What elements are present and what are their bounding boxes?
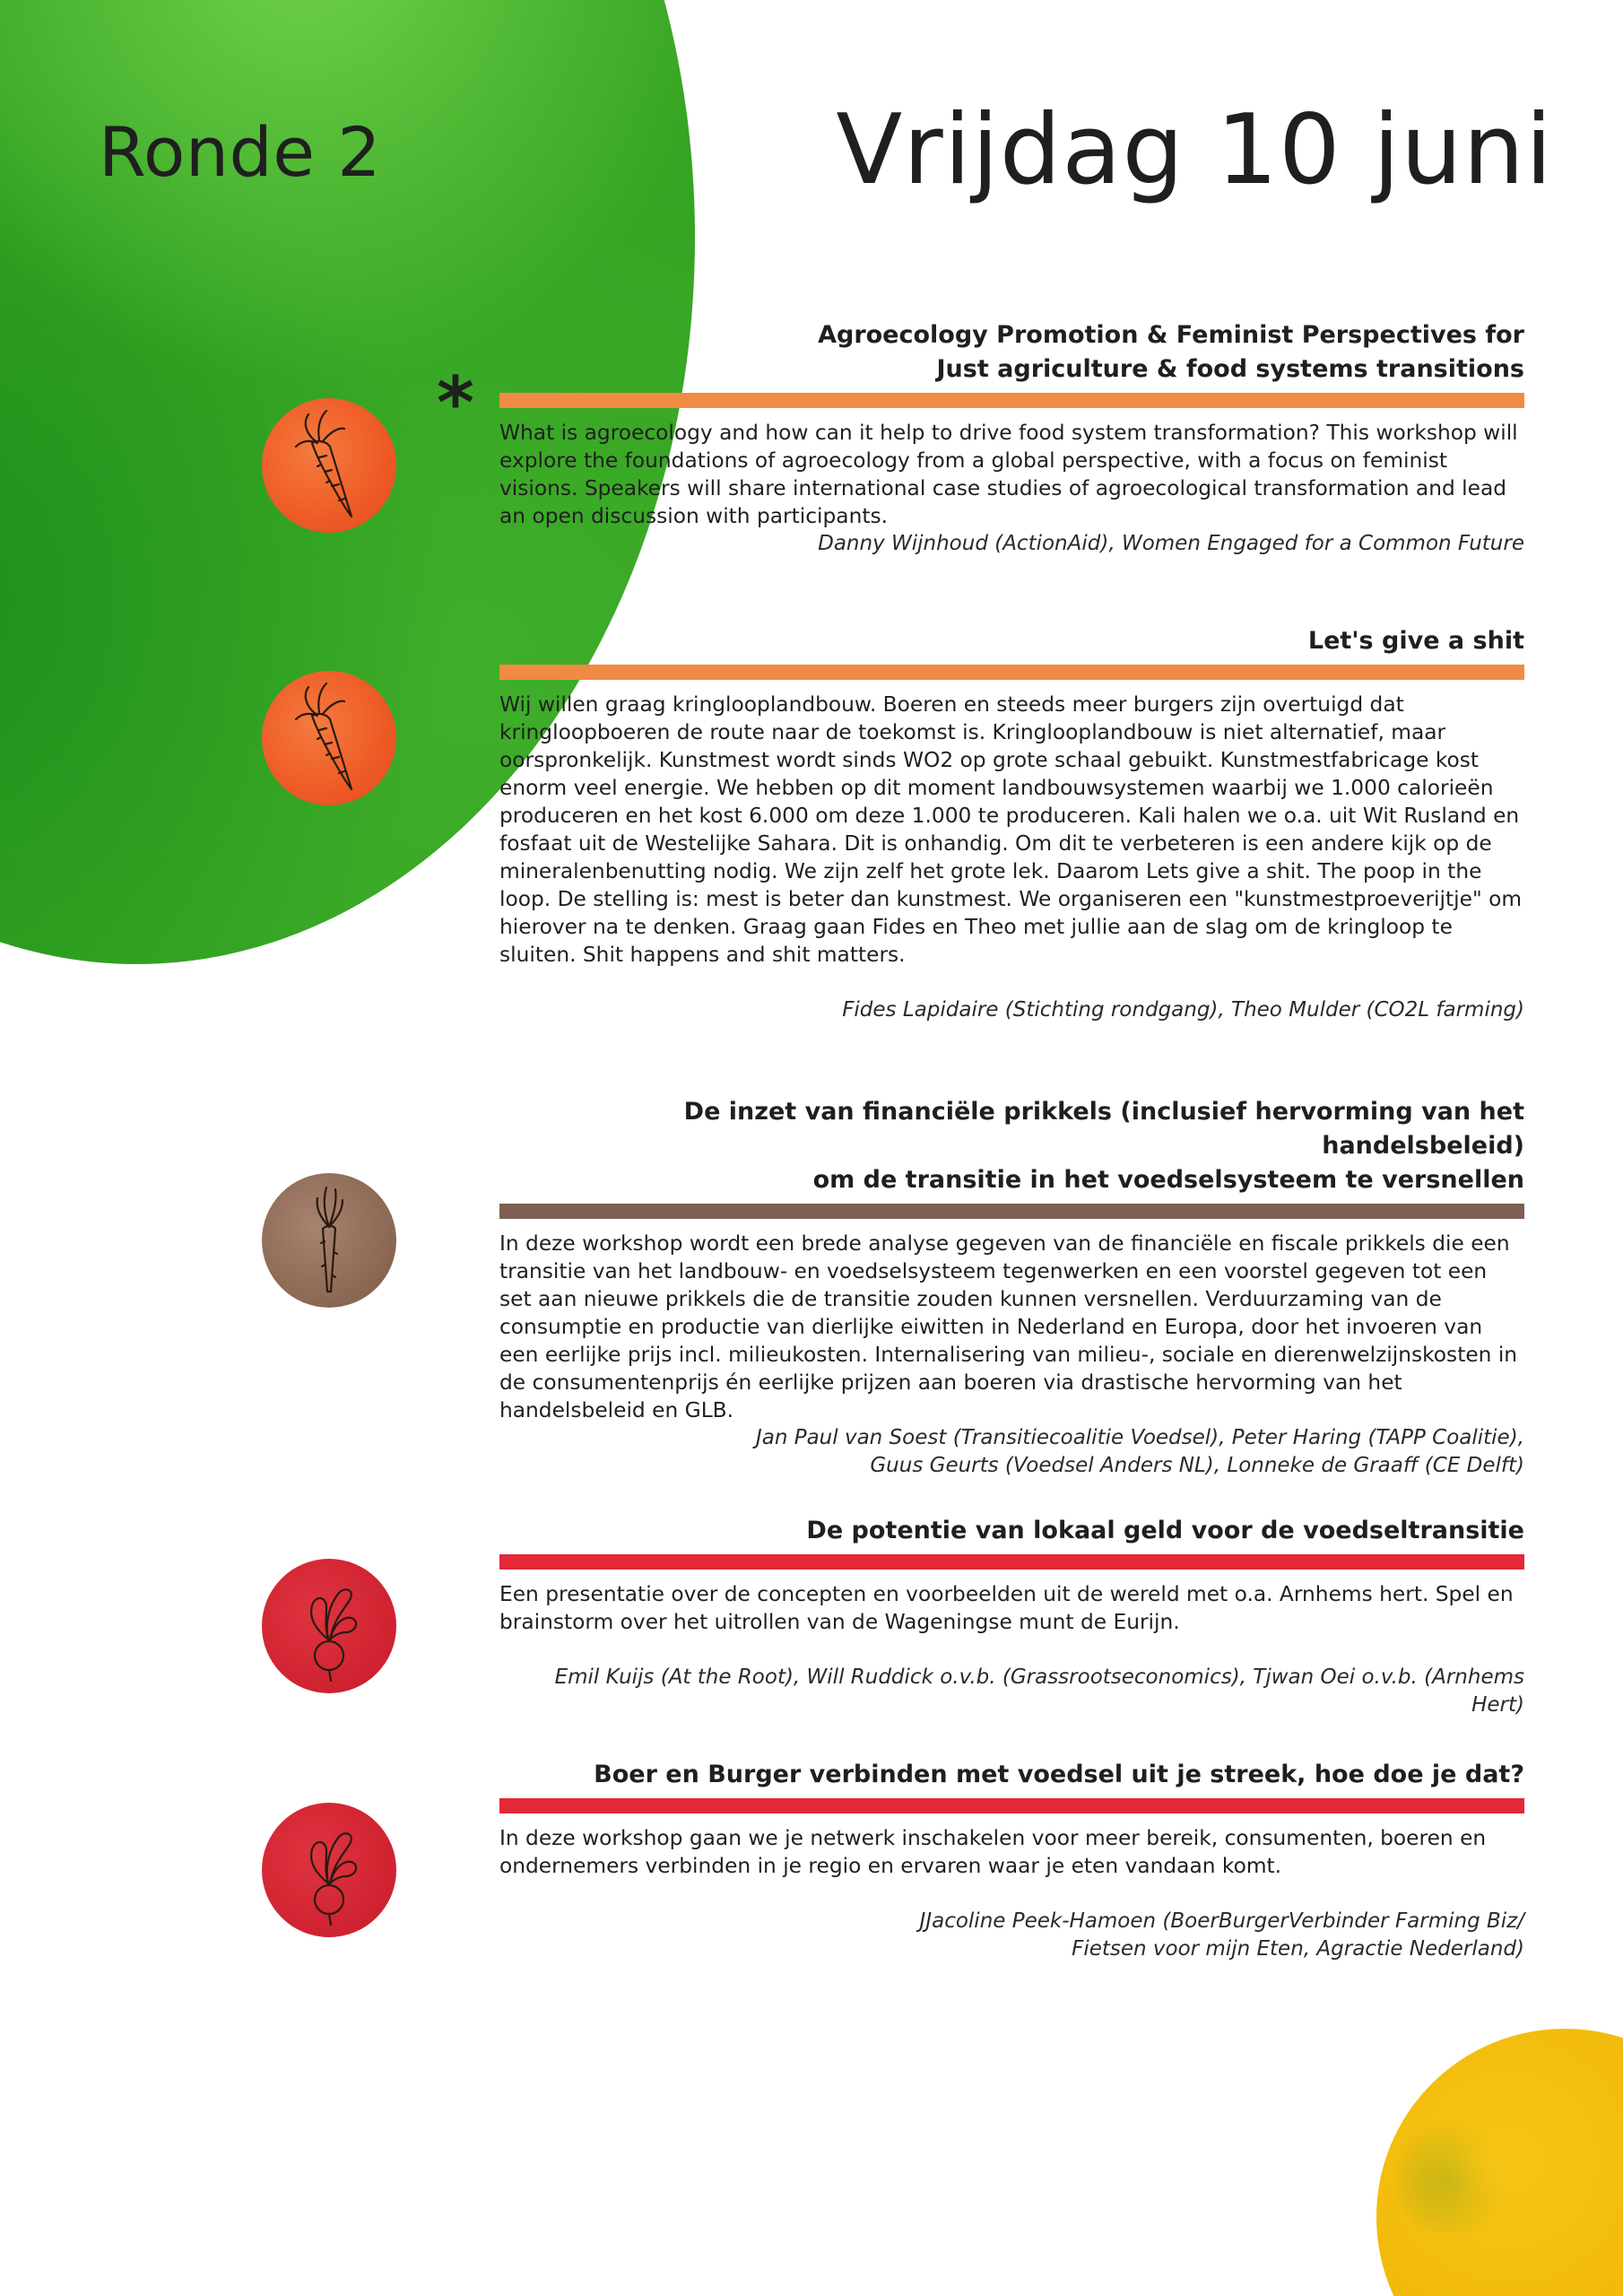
red-divider-bar <box>499 1554 1524 1570</box>
orange-divider-bar <box>499 665 1524 680</box>
carrot-icon <box>262 671 396 805</box>
workshop-speakers: Emil Kuijs (At the Root), Will Ruddick o.v.b. (Grassrootseconomics), Tjwan Oei o.v.b. (Arnhems Hert) <box>554 1665 1524 1717</box>
beetroot-icon <box>262 1803 396 1937</box>
workshop-title: Let's give a shit <box>1307 627 1524 655</box>
beetroot-icon <box>262 1559 396 1693</box>
carrot-icon <box>262 398 396 533</box>
workshop-title: Agroecology Promotion & Feminist Perspectives for Just agriculture & food systems transitions <box>818 321 1524 383</box>
page-title-date: Vrijdag 10 juni <box>836 94 1553 206</box>
yellow-decorative-circle <box>1376 2029 1623 2296</box>
round-label: Ronde 2 <box>99 112 382 192</box>
workshop-title: De inzet van financiële prikkels (inclusief hervorming van het handelsbeleid) om de transitie in het voedselsysteem te versnellen <box>683 1098 1524 1194</box>
workshop-description: In deze workshop wordt een brede analyse gegeven van de financiële en fiscale prikkels die een transitie van het landbouw- en voedselsysteem tegenwerken en een voorstel gegeven tot een set aan nieuwe prikkels die de transitie zouden kunnen versnellen. Verduurzaming van de consumptie en productie van dierlijke eiwitten in Nederland en Europa, door het invoeren van een eerlijke prijs incl. milieukosten. Internalisering van milieu-, sociale en dierenwelzijnskosten in de consumentenprijs én eerlijke prijzen aan boeren via drastische hervorming van het handelsbeleid en GLB. <box>499 1231 1518 1422</box>
asterisk-mark: * <box>437 361 474 445</box>
workshop-speakers: Jan Paul van Soest (Transitiecoalitie Voedsel), Peter Haring (TAPP Coalitie), Guus Geurts (Voedsel Anders NL), Lonneke de Graaff (CE Delft) <box>755 1426 1524 1477</box>
workshop-boer-en-burger <box>499 1758 1524 1963</box>
workshop-speakers: Fides Lapidaire (Stichting rondgang), Theo Mulder (CO2L farming) <box>842 998 1524 1022</box>
orange-divider-bar <box>499 393 1524 408</box>
workshop-title: De potentie van lokaal geld voor de voedseltransitie <box>806 1517 1524 1544</box>
workshop-local-money <box>499 1514 1524 1719</box>
workshop-description: What is agroecology and how can it help to drive food system transformation? This workshop will explore the foundations of agroecology from a global perspective, with a focus on feminist visions. Speakers will share international case studies of agroecological transformation and lead an open discussion with participants. <box>499 421 1518 528</box>
workshop-title: Boer en Burger verbinden met voedsel uit je streek, hoe doe je dat? <box>594 1761 1524 1788</box>
workshop-financial-incentives <box>499 1095 1524 1480</box>
workshop-speakers: JJacoline Peek-Hamoen (BoerBurgerVerbinder Farming Biz/ Fietsen voor mijn Eten, Agractie Nederland) <box>919 1909 1524 1961</box>
workshop-lets-give-a-shit <box>499 624 1524 1024</box>
parsnip-icon <box>262 1173 396 1308</box>
brown-divider-bar <box>499 1204 1524 1219</box>
red-divider-bar <box>499 1798 1524 1813</box>
workshop-speakers: Danny Wijnhoud (ActionAid), Women Engaged for a Common Future <box>818 532 1524 555</box>
workshop-description: Een presentatie over de concepten en voorbeelden uit de wereld met o.a. Arnhems hert. Spel en brainstorm over het uitrollen van de Wageningse munt de Eurijn. <box>499 1582 1514 1634</box>
workshop-agroecology <box>499 318 1524 558</box>
workshop-description: Wij willen graag kringlooplandbouw. Boeren en steeds meer burgers zijn overtuigd dat kringloopboeren de route naar de toekomst is. Kringlooplandbouw is niet alternatief, maar oorspronkelijk. Kunstmest wordt sinds WO2 op grote schaal gebuikt. Kunstmestfabricage kost enorm veel energie. We hebben op dit moment landbouwsystemen waarbij we 1.000 calorieën produceren en het kost 6.000 om deze 1.000 te produceren. Kali halen we o.a. uit Wit Rusland en fosfaat uit de Westelijke Sahara. Dit is onhandig. Om dit te verbeteren is een andere kijk op de mineralenbenutting nodig. We zijn zelf het grote lek. Daarom Lets give a shit. The poop in the loop. De stelling is: mest is beter dan kunstmest. We organiseren een "kunstmestproeverijtje" om hierover na te denken. Graag gaan Fides en Theo met jullie aan de slag om de kringloop te sluiten. Shit happens and shit matters. <box>499 692 1523 967</box>
workshop-description: In deze workshop gaan we je netwerk inschakelen voor meer bereik, consumenten, boeren en ondernemers verbinden in je regio en ervaren waar je eten vandaan komt. <box>499 1826 1487 1878</box>
